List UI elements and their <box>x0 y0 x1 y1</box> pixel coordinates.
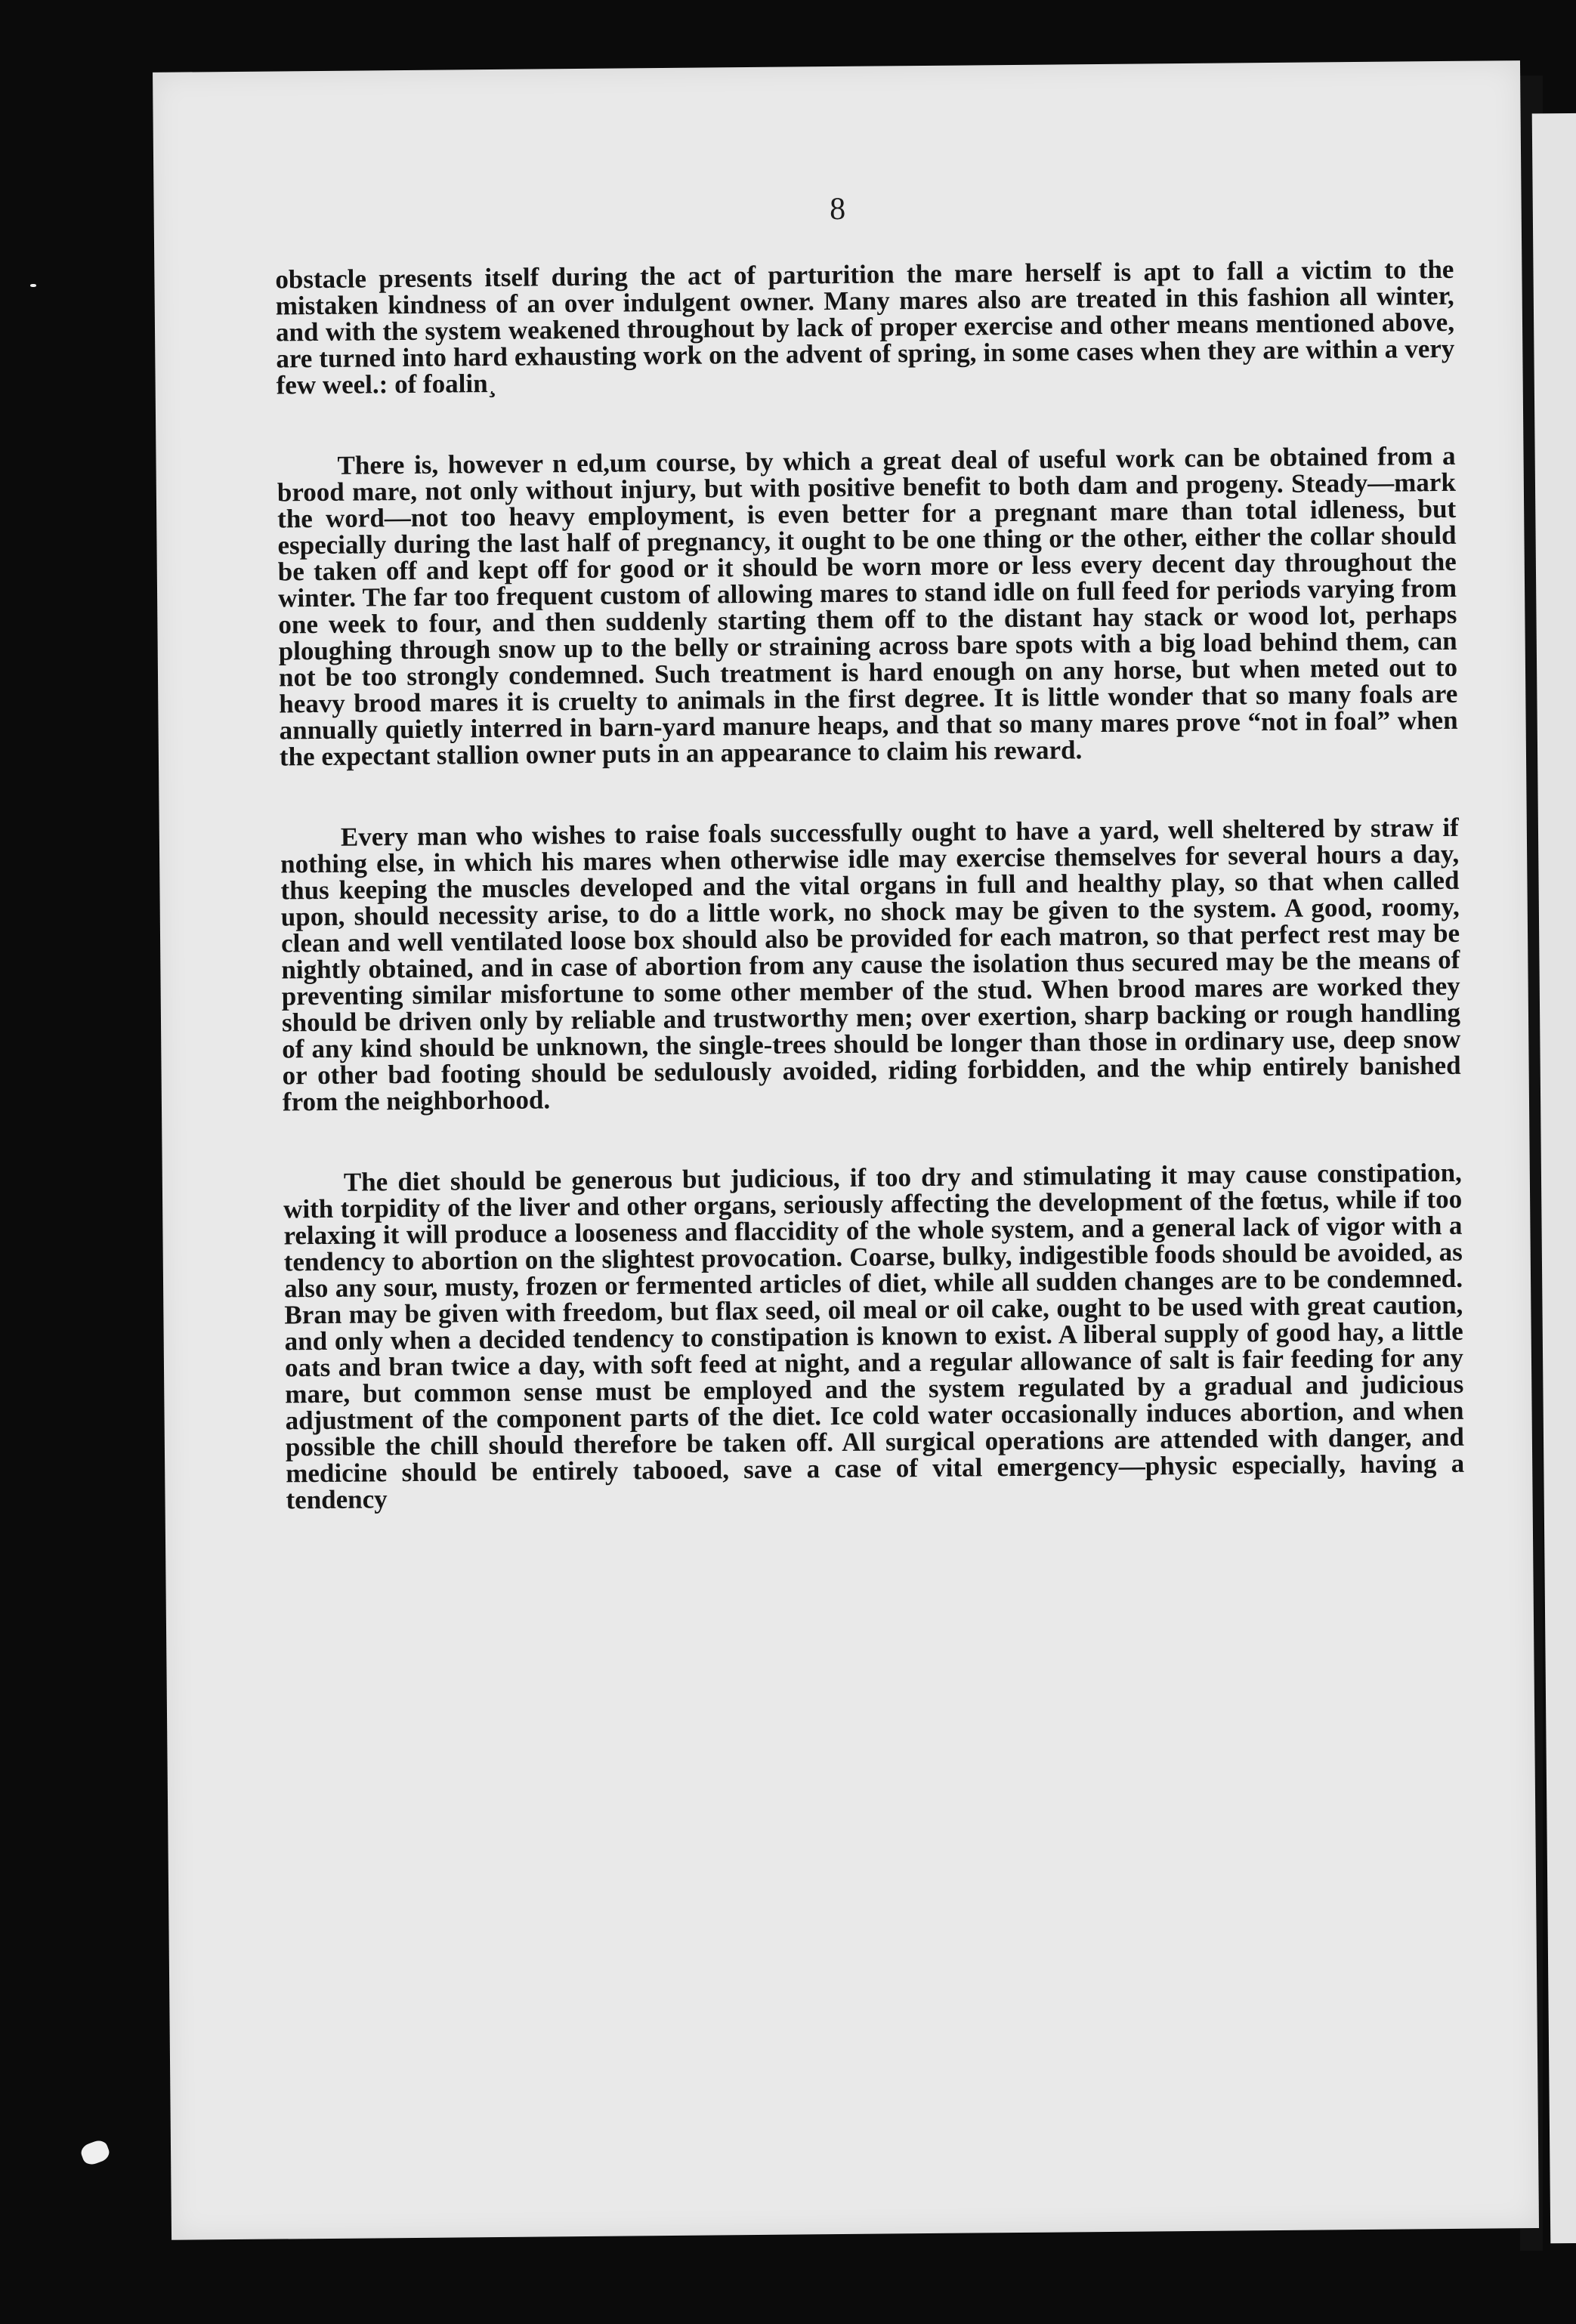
paragraph-2: There is, however n ed,um course, by which a great deal of useful work can be obtained from a brood mare, not only without injury, but with positive benefit to both dam and progeny. Steady—mark the word—not too heavy employment, is even better for a pregnant mare than total idleness, but especially during the last half of pregnancy, it ought to be one thing or the other, either the collar should be taken off and kept off for good or it should be worn more or less every decent day throughout the winter. The far too frequent custom of allowing mares to stand idle on full feed for periods varying from one week to four, and then suddenly starting them off to the distant hay stack or wood lot, perhaps ploughing through snow up to the belly or straining across bare spots with a big load behind them, can not be too strongly condemned. Such treatment is hard enough on any horse, but when meted out to heavy brood mares it is cruelty to animals in the first degree. It is little wonder that so many foals are annually quietly interred in barn-yard manure heaps, and that so many mares prove “not in foal” when the expectant stallion owner puts in an appearance to claim his reward. <box>277 440 1458 772</box>
scan-artifact <box>30 284 36 287</box>
paragraph-4: The diet should be generous but judicious, if too dry and stimulating it may cause constipation, with torpidity of the liver and other organs, seriously affecting the development of the fœtus, while if too relaxing it will produce a looseness and flaccidity of the whole system, and a general lack of vigor with a tendency to abortion on the slightest provocation. Coarse, bulky, indigestible foods should be avoided, as also any sour, musty, frozen or fermented articles of diet, while all sudden changes are to be condemned. Bran may be given with freedom, but flax seed, oil meal or oil cake, ought to be used with great caution, and only when a decided tendency to constipation is known to exist. A liberal supply of good hay, a little oats and bran twice a day, with soft feed at night, and a regular allowance of salt is fair feeding for any mare, but common sense must be employed and the system regulated by a gradual and judicious adjustment of the component parts of the diet. Ice cold water occasionally induces abortion, and when possible the chill should therefore be taken off. All surgical operations are attended with danger, and medicine should be entirely tabooed, save a case of vital emergency—physic especially, having a tendency <box>283 1157 1465 1515</box>
body-text <box>275 256 1465 1568</box>
document-page <box>153 60 1539 2240</box>
paragraph-3: Every man who wishes to raise foals successfully ought to have a yard, well sheltered by straw if nothing else, in which his mares when otherwise idle may exercise themselves for several hours a day, thus keeping the muscles developed and the vital organs in full and healthy play, so that when called upon, should necessity arise, to do a little work, no shock may be given to the system. A good, roomy, clean and well ventilated loose box should also be provided for each matron, so that perfect rest may be nightly obtained, and in case of abortion from any cause the isolation thus secured may be the means of preventing similar misfortune to some other member of the stud. When brood mares are worked they should be driven only by reliable and trustworthy men; over exertion, sharp backing or rough handling of any kind should be unknown, the single-trees should be longer than those in ordinary use, deep snow or other bad footing should be sedulously avoided, riding forbidden, and the whip entirely banished from the neighborhood. <box>280 812 1461 1117</box>
paragraph-1: obstacle presents itself during the act of parturition the mare herself is apt to fall a victim to the mistaken kindness of an over indulgent owner. Many mares also are treated in this fashion all winter, and with the system weakened throughout by lack of proper exercise and other means mentioned above, are turned into hard exhausting work on the advent of spring, in some cases when they are within a very few weel.: of foalin¸ <box>275 254 1455 400</box>
scan-artifact <box>79 2138 111 2168</box>
page-number: 8 <box>829 191 846 227</box>
